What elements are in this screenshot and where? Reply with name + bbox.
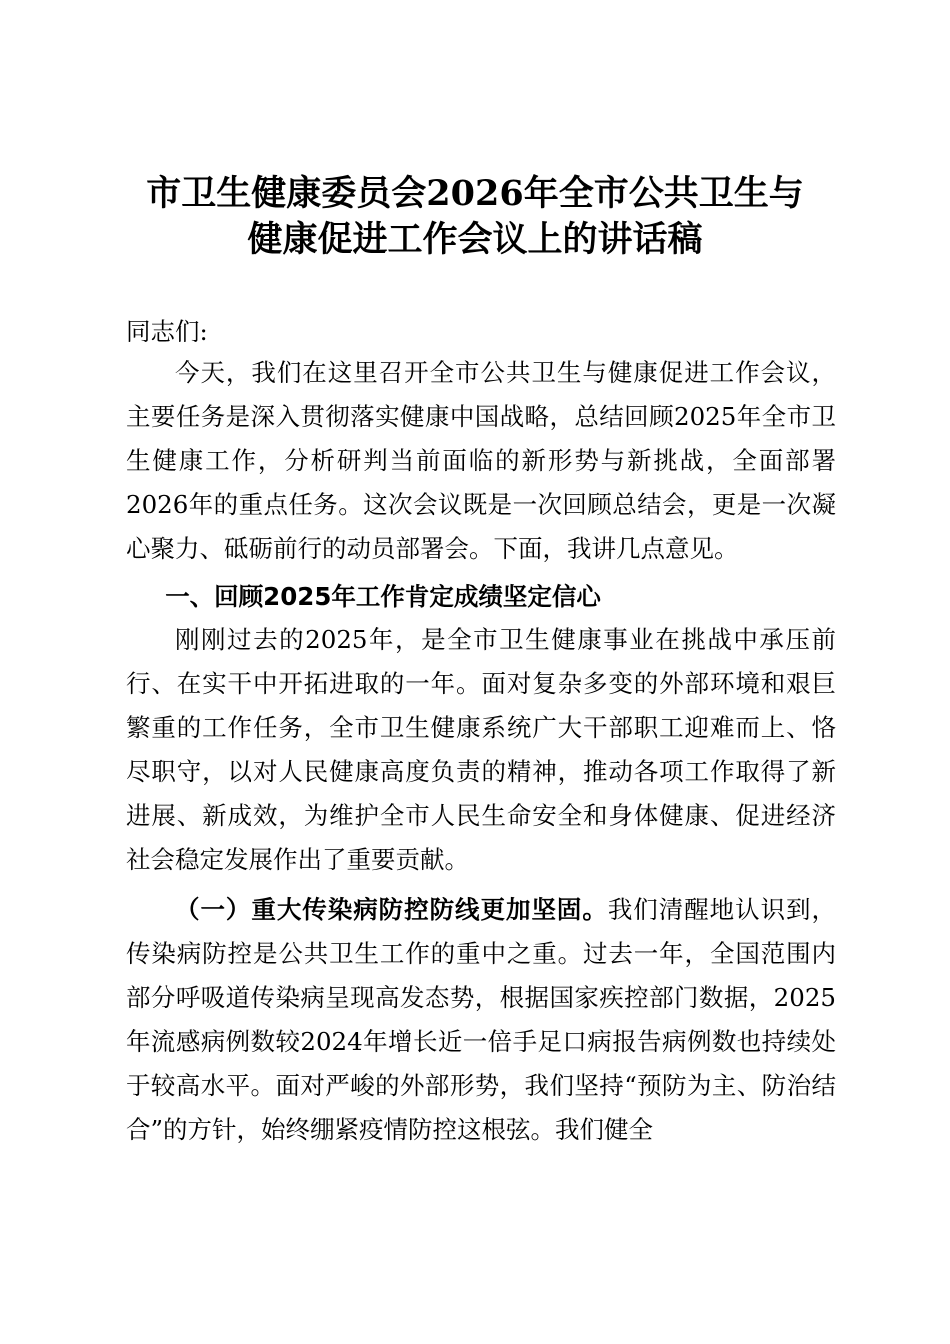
- review-paragraph: 刚刚过去的2025年，是全市卫生健康事业在挑战中承压前行、在实干中开拓进取的一年。面对复杂多变的外部环境和艰巨繁重的工作任务，全市卫生健康系统广大干部职工迎难而上、恪尽职守，以对人民健康高度负责的精神，推动各项工作取得了新进展、新成效，为维护全市人民生命安全和身体健康、促进经济社会稳定发展作出了重要贡献。: [126, 625, 836, 874]
- document-title-line-1: 市卫生健康委员会2026年全市公共卫生与: [146, 173, 804, 214]
- salutation: 同志们:: [126, 317, 208, 346]
- subsection-heading-1: （一）重大传染病防控防线更加坚固。: [175, 895, 608, 924]
- section-heading-1: 一、回顾2025年工作肯定成绩坚定信心: [165, 582, 601, 611]
- epidemic-prevention-text: 我们清醒地认识到，传染病防控是公共卫生工作的重中之重。过去一年，全国范围内部分呼吸道传染病呈现高发态势，根据国家疾控部门数据，2025年流感病例数较2024年增长近一倍手足口病报告病例数也持续处于较高水平。面对严峻的外部形势，我们坚持“预防为主、防治结合”的方针，始终绷紧疫情防控这根弦。我们健全: [126, 895, 837, 1144]
- document-title-line-2: 健康促进工作会议上的讲话稿: [247, 219, 703, 260]
- epidemic-prevention-paragraph: [126, 888, 836, 1152]
- opening-paragraph: 今天，我们在这里召开全市公共卫生与健康促进工作会议，主要任务是深入贯彻落实健康中国战略，总结回顾2025年全市卫生健康工作，分析研判当前面临的新形势与新挑战，全面部署2026年的重点任务。这次会议既是一次回顾总结会，更是一次凝心聚力、砥砺前行的动员部署会。下面，我讲几点意见。: [126, 358, 836, 563]
